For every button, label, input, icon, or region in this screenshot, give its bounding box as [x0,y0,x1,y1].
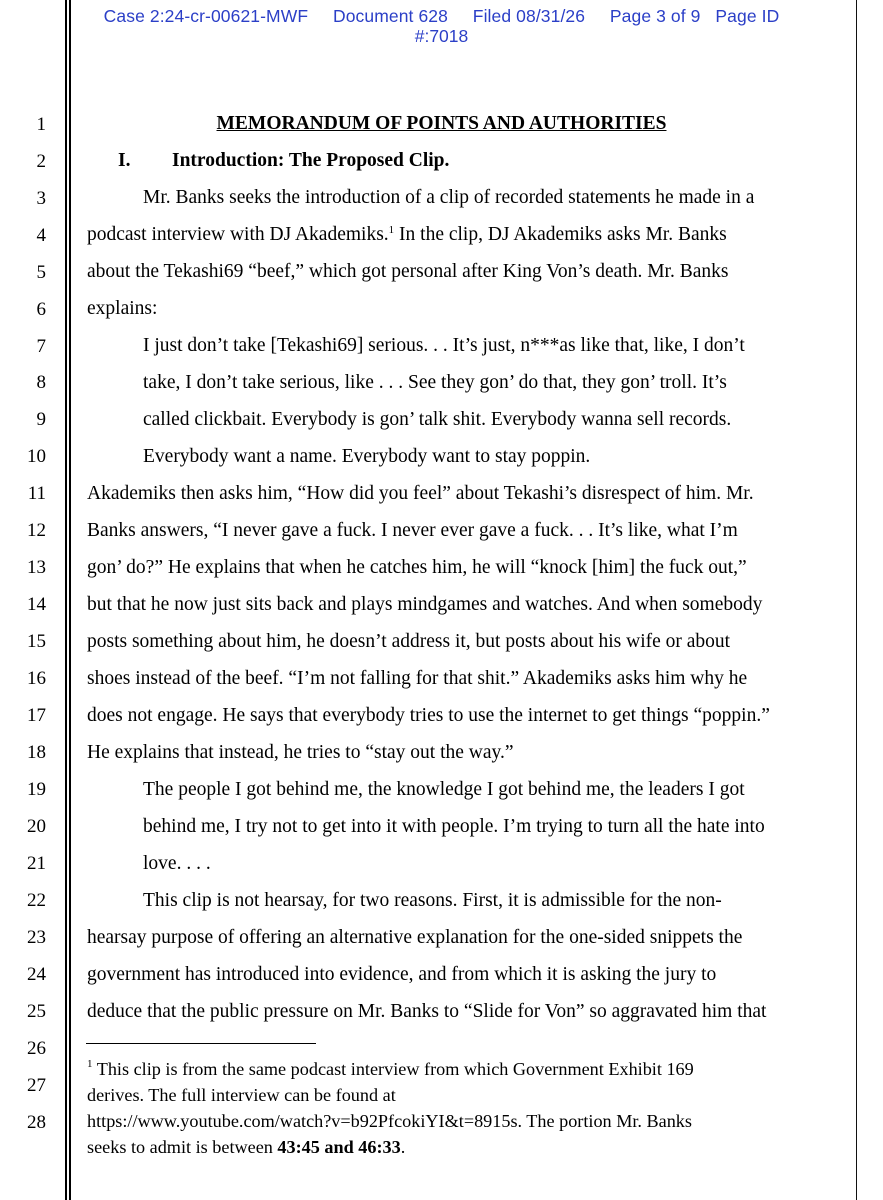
quote-line: take, I don’t take serious, like . . . See they gon’ do that, they gon’ troll. It’s [143,372,727,393]
footnote-line: derives. The full interview can be found at [87,1085,396,1105]
body-line: hearsay purpose of offering an alternative explanation for the one-sided snippets the [87,927,743,948]
line-number: 24 [27,964,46,985]
line-number: 21 [27,853,46,874]
body-line: deduce that the public pressure on Mr. Banks to “Slide for Von” so aggravated him that [87,1001,767,1022]
body-text: podcast interview with DJ Akademiks. [87,224,389,245]
quote-line: The people I got behind me, the knowledge I got behind me, the leaders I got [143,779,745,800]
quote-line: Everybody want a name. Everybody want to stay poppin. [143,446,591,467]
line-number: 26 [27,1038,46,1059]
line-number: 22 [27,890,46,911]
footnote-mark: 1 [87,1058,93,1070]
left-margin-rule [65,0,67,1200]
body-line [87,224,727,246]
line-number: 16 [27,668,46,689]
footnote-link-line: https://www.youtube.com/watch?v=b92PfcokiYI&t=8915s. The portion Mr. Banks [87,1111,692,1131]
line-number: 2 [36,151,46,172]
footnote-text: seeks to admit is between [87,1137,278,1157]
line-number: 3 [36,188,46,209]
body-line: government has introduced into evidence, and from which it is asking the jury to [87,964,717,985]
line-number: 27 [27,1075,46,1096]
body-line: He explains that instead, he tries to “stay out the way.” [87,742,514,763]
line-number: 28 [27,1112,46,1133]
body-line: explains: [87,298,158,319]
body-line: shoes instead of the beef. “I’m not falling for that shit.” Akademiks asks him why he [87,668,748,689]
case-header [0,6,883,46]
right-margin-rule [856,0,857,1200]
section-number: I. [118,150,131,171]
quote-line: love. . . . [143,853,211,874]
body-line: but that he now just sits back and plays mindgames and watches. And when somebody [87,594,763,615]
line-number: 23 [27,927,46,948]
line-number: 18 [27,742,46,763]
line-number: 19 [27,779,46,800]
body-line: Mr. Banks seeks the introduction of a clip of recorded statements he made in a [143,187,755,208]
footnote-period: . [400,1137,406,1157]
line-number: 6 [36,299,46,320]
line-number: 9 [36,409,46,430]
body-text: In the clip, DJ Akademiks asks Mr. Banks [394,224,727,245]
footnote-reference[interactable]: 1 [388,224,395,236]
line-number: 1 [36,114,46,135]
line-number: 15 [27,631,46,652]
line-number: 20 [27,816,46,837]
line-number: 7 [36,336,46,357]
body-line: about the Tekashi69 “beef,” which got personal after King Von’s death. Mr. Banks [87,261,729,282]
line-number: 5 [36,262,46,283]
quote-line: behind me, I try not to get into it with people. I’m trying to turn all the hate into [143,816,765,837]
document-title: MEMORANDUM OF POINTS AND AUTHORITIES [216,113,667,134]
line-number: 12 [27,520,46,541]
quote-line: I just don’t take [Tekashi69] serious. . . It’s just, n***as like that, like, I don’t [143,335,745,356]
body-line: Akademiks then asks him, “How did you feel” about Tekashi’s disrespect of him. Mr. [87,483,754,504]
left-margin-rule-inner [69,0,71,1200]
section-heading: Introduction: The Proposed Clip. [172,150,450,171]
body-line: Banks answers, “I never gave a fuck. I never ever gave a fuck. . . It’s like, what I’m [87,520,738,541]
case-header-line2: #:7018 [414,26,469,46]
line-number: 14 [27,594,46,615]
footnote-separator [86,1043,316,1044]
line-number: 4 [36,225,46,246]
footnote-text: This clip is from the same podcast interview from which Government Exhibit 169 [92,1059,694,1079]
line-number: 8 [36,372,46,393]
body-line: This clip is not hearsay, for two reasons. First, it is admissible for the non- [143,890,722,911]
line-number: 13 [27,557,46,578]
footnote-line [87,1137,405,1157]
case-header-line1: Case 2:24-cr-00621-MWF Document 628 Filed 08/31/26 Page 3 of 9 Page ID [103,6,780,26]
body-line: posts something about him, he doesn’t address it, but posts about his wife or about [87,631,731,652]
footnote-line [87,1059,694,1079]
line-number: 25 [27,1001,46,1022]
body-line: does not engage. He says that everybody tries to use the internet to get things “poppin.” [87,705,770,726]
line-number: 10 [27,446,46,467]
footnote-timestamps: 43:45 and 46:33 [277,1137,401,1157]
line-number: 17 [27,705,46,726]
body-line: gon’ do?” He explains that when he catches him, he will “knock [him] the fuck out,” [87,557,747,578]
line-number: 11 [27,483,46,504]
quote-line: called clickbait. Everybody is gon’ talk shit. Everybody wanna sell records. [143,409,732,430]
